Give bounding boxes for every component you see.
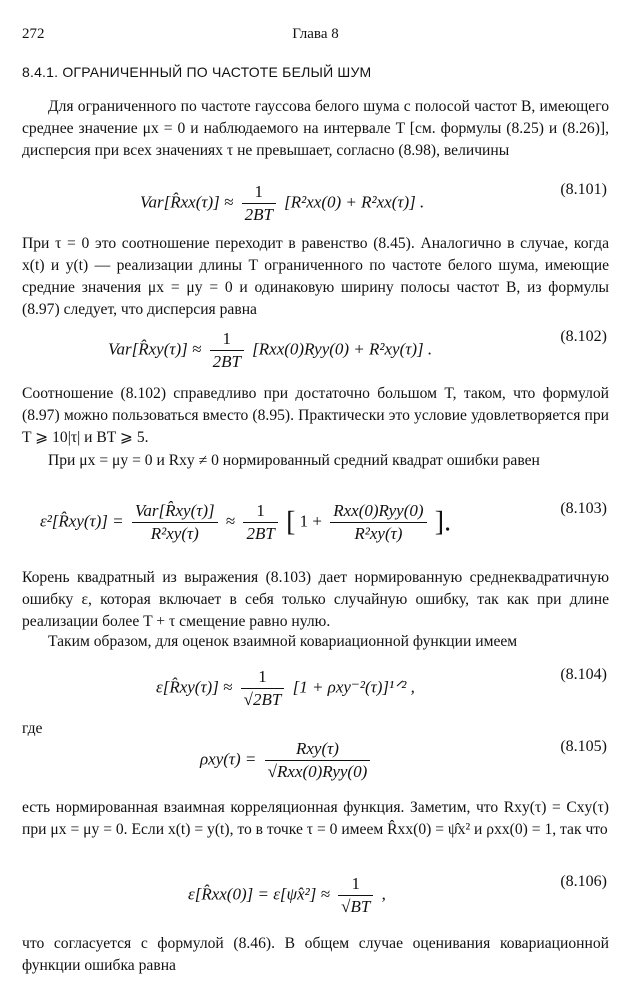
- equation-lhs: ε²[R̂xy(τ)] =: [40, 511, 124, 531]
- equation-rhs: [1 + ρxy⁻²(τ)]¹ᐟ² ,: [292, 677, 415, 697]
- equation-rhs: ,: [381, 884, 386, 904]
- fraction: [132, 500, 218, 545]
- fraction-numerator: 1: [254, 182, 263, 201]
- fraction: [210, 328, 244, 373]
- fraction-numerator: 1: [258, 667, 267, 686]
- paragraph: есть нормированная взаимная корреляционная функция. Заметим, что Rxy(τ) = Cxy(τ) при μx = μy = 0. Если x(t) = y(t), то в точке τ = 0 имеем R̂xx(0) = ψ̂x² и ρxx(0) = 1, так что: [22, 799, 609, 838]
- fraction-numerator: Rxx(0)Ryy(0): [333, 501, 424, 520]
- fraction-denominator: 2BT: [243, 522, 277, 545]
- equation-lhs: Var[R̂xy(τ)] ≈: [108, 339, 202, 359]
- fraction-numerator: 1: [351, 874, 360, 893]
- chapter-title: Глава 8: [292, 26, 339, 42]
- fraction: [242, 181, 276, 226]
- page-number: 272: [22, 26, 45, 42]
- equation-rhs: [Rxx(0)Ryy(0) + R²xy(τ)] .: [252, 339, 433, 359]
- equation-lhs: ε[R̂xy(τ)] ≈: [156, 677, 233, 697]
- paragraph: Соотношение (8.102) справедливо при достаточно большом T, таком, что формулой (8.97) можно пользоваться вместо (8.95). Практически это условие удовлетворяется при T ⩾ 10|τ| и BT ⩾ 5.: [22, 385, 609, 446]
- section-title: 8.4.1. ОГРАНИЧЕННЫЙ ПО ЧАСТОТЕ БЕЛЫЙ ШУМ: [22, 64, 372, 80]
- fraction-denominator: 2BT: [210, 350, 244, 373]
- fraction-numerator: 1: [256, 501, 265, 520]
- fraction-denominator: R²xy(τ): [132, 522, 218, 545]
- fraction: [265, 738, 371, 783]
- fraction: [243, 500, 277, 545]
- running-header: [0, 26, 631, 46]
- fraction-numerator: 1: [222, 329, 231, 348]
- paragraph: Корень квадратный из выражения (8.103) дает нормированную среднеквадратичную ошибку ε, которая включает в себя только случайную ошибку, так как при длине реализации более T + τ смещение равно нулю.: [22, 569, 609, 630]
- equation-number: (8.103): [560, 500, 607, 517]
- paragraph-where: где: [22, 720, 43, 737]
- equation-lhs: ε[R̂xx(0)] = ε[ψ̂x²] ≈: [188, 884, 330, 904]
- equation-lhs: Var[R̂xx(τ)] ≈: [140, 192, 234, 212]
- fraction-denominator: √2BT: [241, 688, 285, 711]
- fraction: [338, 873, 373, 918]
- equation-lhs: ρxy(τ) =: [200, 749, 257, 769]
- fraction-denominator: R²xy(τ): [330, 522, 426, 545]
- equation-number: (8.101): [560, 181, 607, 198]
- fraction-denominator: √Rxx(0)Ryy(0): [265, 760, 371, 783]
- paragraph: При μx = μy = 0 и Rxy ≠ 0 нормированный средний квадрат ошибки равен: [48, 452, 540, 469]
- fraction: [330, 500, 426, 545]
- right-bracket: ].: [434, 506, 452, 538]
- fraction-denominator: 2BT: [242, 203, 276, 226]
- fraction: [241, 666, 285, 711]
- paragraph: При τ = 0 это соотношение переходит в равенство (8.45). Аналогично в случае, когда x(t) и y(t) — реализации длины T ограниченного по частоте белого шума, имеющие средние значения μx = μy = 0 и одинаковую ширину полосы частот B, из формулы (8.97) следует, что дисперсия равна: [22, 235, 609, 318]
- paragraph: Таким образом, для оценок взаимной ковариационной функции имеем: [48, 633, 518, 650]
- approx-sign: ≈: [225, 511, 236, 531]
- left-bracket: [: [286, 506, 296, 538]
- fraction-denominator: √BT: [338, 895, 373, 918]
- equation-number: (8.104): [560, 666, 607, 683]
- equation-number: (8.106): [560, 873, 607, 890]
- equation-number: (8.102): [560, 328, 607, 345]
- bracket-lead: 1 +: [299, 511, 322, 531]
- paragraph: Для ограниченного по частоте гауссова белого шума с полосой частот B, имеющего среднее значение μx = 0 и наблюдаемого на интервале T [см. формулы (8.25) и (8.26)], дисперсия при всех значениях τ не превышает, согласно (8.98), величины: [22, 98, 609, 159]
- paragraph: что согласуется с формулой (8.46). В общем случае оценивания ковариационной функции ошибка равна: [22, 935, 609, 974]
- equation-number: (8.105): [560, 738, 607, 755]
- fraction-numerator: Var[R̂xy(τ)]: [134, 501, 215, 520]
- fraction-numerator: Rxy(τ): [296, 739, 339, 758]
- equation-rhs: [R²xx(0) + R²xx(τ)] .: [284, 192, 425, 212]
